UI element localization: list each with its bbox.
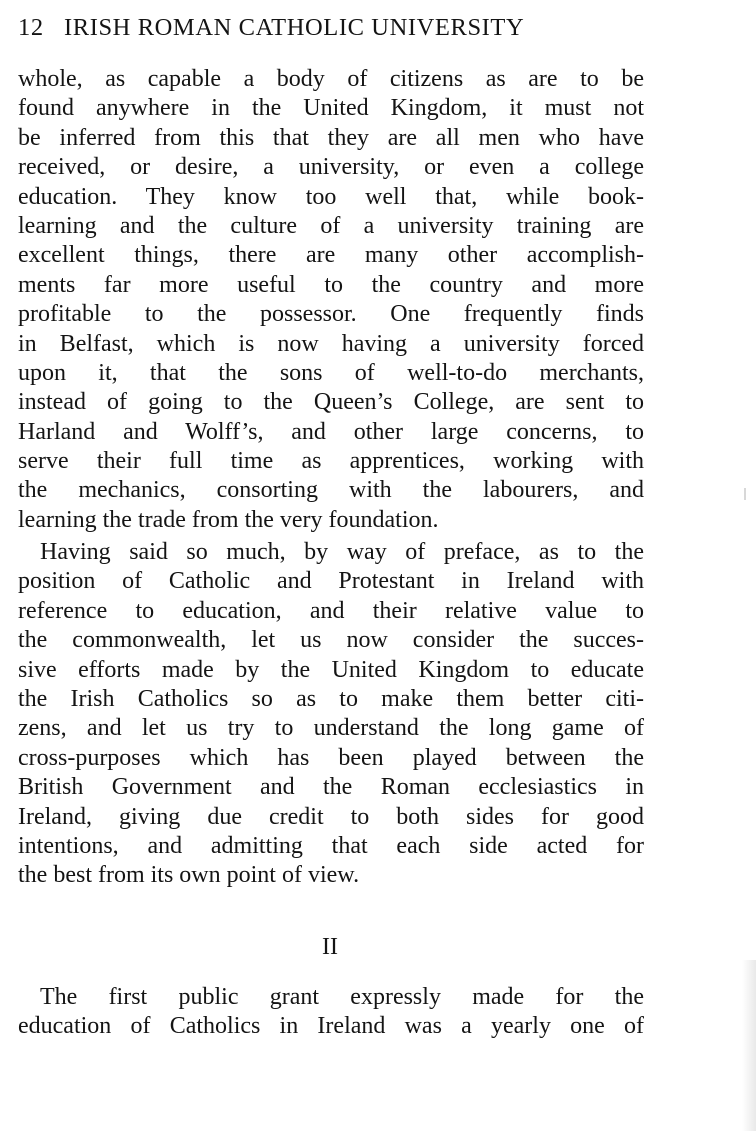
text-line: sive efforts made by the United Kingdom to educate [18, 656, 644, 683]
text-line: be inferred from this that they are all men who have [18, 124, 644, 151]
text-line: the mechanics, consorting with the labourers, and [18, 477, 644, 504]
text-line: instead of going to the Queen’s College, are sent to [18, 389, 644, 416]
text-line: learning and the culture of a university training are [18, 212, 644, 239]
scan-edge-shadow [742, 960, 756, 1131]
text-line: position of Catholic and Protestant in Ireland with [18, 568, 644, 595]
text-line: intentions, and admitting that each side acted for [18, 832, 644, 859]
text-line: excellent things, there are many other accomplish- [18, 242, 644, 269]
text-line: learning the trade from the very foundation. [18, 506, 439, 533]
text-line: profitable to the possessor. One frequently finds [18, 301, 644, 328]
text-line: Ireland, giving due credit to both sides for good [18, 803, 644, 830]
text-line: zens, and let us try to understand the long game of [18, 715, 644, 742]
text-line: reference to education, and their relative value to [18, 597, 644, 624]
paragraph-2 [18, 538, 644, 891]
running-title: IRISH ROMAN CATHOLIC UNIVERSITY [64, 14, 525, 41]
section-heading: II [322, 934, 338, 960]
paragraph-3 [18, 983, 644, 1042]
text-line: received, or desire, a university, or even a college [18, 154, 644, 181]
text-line: serve their full time as apprentices, working with [18, 448, 644, 475]
text-line: the commonwealth, let us now consider the succes- [18, 627, 644, 654]
text-line: whole, as capable a body of citizens as are to be [18, 66, 644, 92]
text-line: ments far more useful to the country and more [18, 271, 644, 298]
page-number: 12 [18, 14, 44, 41]
text-line: education. They know too well that, while book- [18, 183, 644, 210]
scan-edge-mark [744, 488, 746, 500]
text-line: Harland and Wolff’s, and other large concerns, to [18, 418, 644, 445]
paragraph-1 [18, 65, 644, 535]
text-line: British Government and the Roman ecclesiastics in [18, 774, 644, 801]
text-line: found anywhere in the United Kingdom, it must not [18, 95, 644, 122]
text-line: the best from its own point of view. [18, 862, 360, 889]
text-line: The first public grant expressly made for the [40, 984, 644, 1010]
text-line: the Irish Catholics so as to make them better citi- [18, 685, 644, 712]
running-head [18, 12, 648, 44]
text-line: cross-purposes which has been played between the [18, 744, 644, 771]
text-line: education of Catholics in Ireland was a yearly one of [18, 1013, 644, 1040]
text-line: Having said so much, by way of preface, as to the [40, 539, 644, 565]
text-line: upon it, that the sons of well-to-do merchants, [18, 359, 644, 386]
text-line: in Belfast, which is now having a university forced [18, 330, 644, 357]
